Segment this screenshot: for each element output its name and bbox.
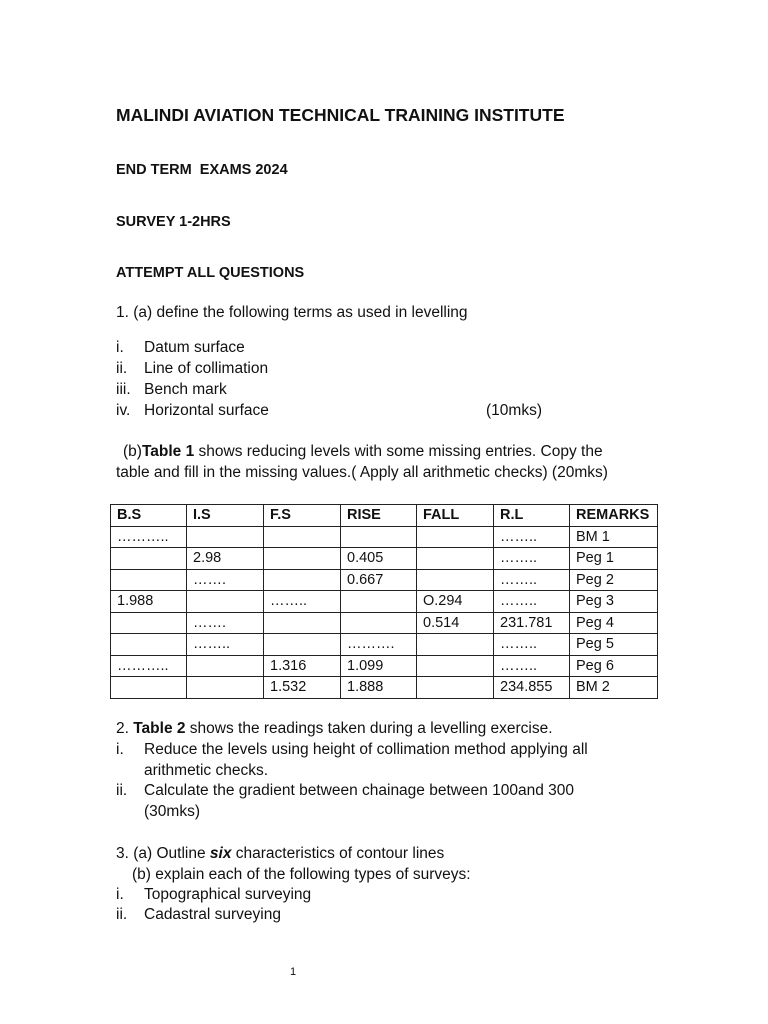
header-fs: F.S [264, 505, 341, 527]
table-cell [111, 569, 187, 591]
table-row [111, 612, 658, 634]
table-cell [264, 526, 341, 548]
table-cell: Peg 4 [570, 612, 658, 634]
header-rise: RISE [341, 505, 417, 527]
table-cell: …….. [494, 569, 570, 591]
item-text: Topographical surveying [144, 886, 312, 903]
table-cell [341, 526, 417, 548]
table-cell [264, 634, 341, 656]
header-remarks: REMARKS [570, 505, 658, 527]
item-number: ii. [116, 782, 128, 799]
question-2-intro [116, 720, 553, 738]
table-row [111, 655, 658, 677]
term-text: Datum surface [144, 339, 245, 356]
table-cell [264, 548, 341, 570]
table-cell: 1.099 [341, 655, 417, 677]
emphasis-six: six [209, 845, 232, 862]
question-3a-prefix: 3. (a) Outline [116, 845, 210, 862]
question-3b: (b) explain each of the following types of surveys: [132, 866, 471, 883]
question-2-prefix: 2. [116, 720, 134, 737]
question-3a [116, 845, 444, 863]
table-cell: …….. [494, 634, 570, 656]
table-cell: …….. [264, 591, 341, 613]
table-cell: 234.855 [494, 677, 570, 699]
table-cell [187, 591, 264, 613]
table-cell: ……….. [111, 526, 187, 548]
levels-table [110, 504, 658, 699]
table-cell: 0.667 [341, 569, 417, 591]
table-cell: Peg 2 [570, 569, 658, 591]
table-cell: 231.781 [494, 612, 570, 634]
table-row [111, 591, 658, 613]
table-cell: …….. [187, 634, 264, 656]
table-header-row [111, 505, 658, 527]
question-1b-line1 [123, 443, 603, 461]
header-fall: FALL [417, 505, 494, 527]
table-cell: …….. [494, 591, 570, 613]
question-1b-line2: table and fill in the missing values.( Apply all arithmetic checks) (20mks) [116, 464, 608, 481]
term-number: ii. [116, 360, 128, 377]
table-cell [417, 548, 494, 570]
table-row [111, 634, 658, 656]
table-row [111, 526, 658, 548]
term-number: i. [116, 339, 124, 356]
item-text-continuation: arithmetic checks. [144, 762, 269, 779]
table-cell [111, 677, 187, 699]
term-text: Bench mark [144, 381, 227, 398]
item-text: Cadastral surveying [144, 906, 281, 923]
table-cell: 1.532 [264, 677, 341, 699]
question-3a-text: characteristics of contour lines [231, 845, 445, 862]
table-cell: 0.514 [417, 612, 494, 634]
question-1b-prefix: (b) [123, 443, 142, 460]
course-heading: SURVEY 1-2HRS [116, 214, 231, 230]
table-cell [417, 655, 494, 677]
table-cell: Peg 5 [570, 634, 658, 656]
table-row [111, 677, 658, 699]
table-cell [264, 569, 341, 591]
table-cell: 1.888 [341, 677, 417, 699]
table-row [111, 548, 658, 570]
table-cell: …….. [494, 655, 570, 677]
table-cell [264, 612, 341, 634]
term-text: Horizontal surface [144, 402, 269, 419]
question-1b-text: shows reducing levels with some missing entries. Copy the [194, 443, 603, 460]
header-rl: R.L [494, 505, 570, 527]
question-1a: 1. (a) define the following terms as used in levelling [116, 304, 468, 321]
term-text: Line of collimation [144, 360, 269, 377]
question-1a-marks: (10mks) [486, 402, 542, 419]
table-cell [417, 634, 494, 656]
table-cell: BM 2 [570, 677, 658, 699]
table-cell: Peg 6 [570, 655, 658, 677]
item-number: i. [116, 741, 124, 758]
table-cell: ……. [187, 612, 264, 634]
table-cell: 2.98 [187, 548, 264, 570]
table-cell: Peg 3 [570, 591, 658, 613]
table-cell: 1.988 [111, 591, 187, 613]
question-2-text: shows the readings taken during a levelling exercise. [185, 720, 553, 737]
table-cell [417, 526, 494, 548]
table-cell: O.294 [417, 591, 494, 613]
table-row [111, 569, 658, 591]
term-number: iv. [116, 402, 131, 419]
question-2-marks: (30mks) [144, 803, 200, 820]
table-cell: 1.316 [264, 655, 341, 677]
table-cell: ……….. [111, 655, 187, 677]
table-cell: ……. [187, 569, 264, 591]
header-is: I.S [187, 505, 264, 527]
item-text: Calculate the gradient between chainage between 100and 300 [144, 782, 575, 799]
header-bs: B.S [111, 505, 187, 527]
page-number: 1 [290, 966, 297, 978]
item-number: ii. [116, 906, 128, 923]
table-cell: …….. [494, 526, 570, 548]
institute-title: MALINDI AVIATION TECHNICAL TRAINING INSTITUTE [116, 105, 565, 125]
table-cell [417, 569, 494, 591]
table-cell [187, 655, 264, 677]
table-cell: ………. [341, 634, 417, 656]
table-1-reference: Table 1 [141, 443, 195, 460]
table-cell: BM 1 [570, 526, 658, 548]
table-cell: Peg 1 [570, 548, 658, 570]
table-cell: 0.405 [341, 548, 417, 570]
table-cell [187, 677, 264, 699]
term-number: iii. [116, 381, 131, 398]
instruction-heading: ATTEMPT ALL QUESTIONS [116, 265, 305, 281]
table-cell: …….. [494, 548, 570, 570]
item-text: Reduce the levels using height of collimation method applying all [144, 741, 588, 758]
table-cell [111, 612, 187, 634]
table-2-reference: Table 2 [133, 720, 186, 737]
table-cell [341, 591, 417, 613]
item-number: i. [116, 886, 124, 903]
table-cell [111, 634, 187, 656]
table-cell [417, 677, 494, 699]
exam-heading: END TERM EXAMS 2024 [116, 162, 288, 178]
table-cell [187, 526, 264, 548]
table-cell [341, 612, 417, 634]
table-cell [111, 548, 187, 570]
